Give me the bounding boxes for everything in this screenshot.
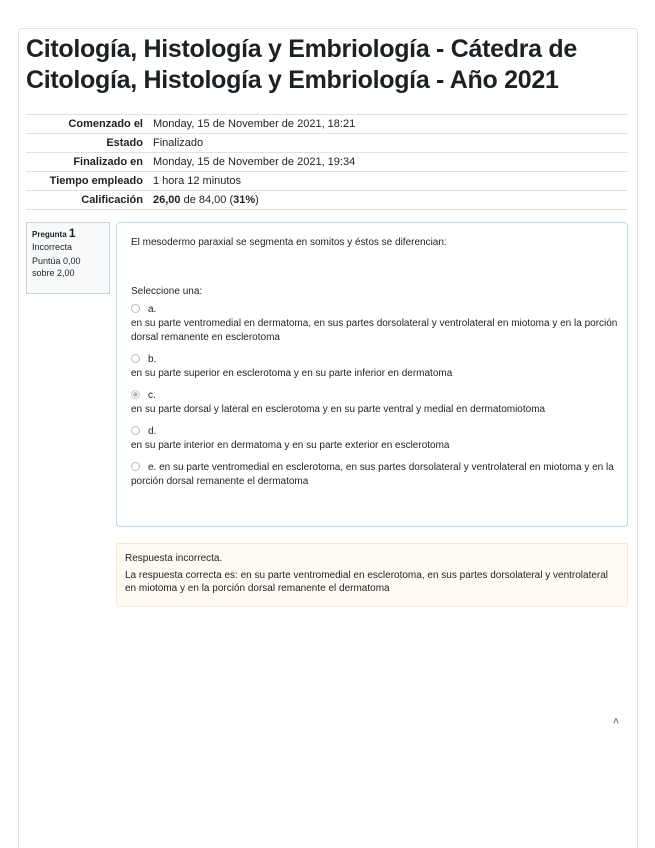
summary-label: Comenzado el <box>68 118 143 130</box>
question-text: El mesodermo paraxial se segmenta en somitos y éstos se diferencian: <box>131 237 447 248</box>
option-letter: b. <box>148 354 157 365</box>
question-number-value: 1 <box>68 226 76 240</box>
option-text: en su parte superior en esclerotoma y en su parte inferior en dermatoma <box>131 368 453 379</box>
option-letter: d. <box>148 426 157 437</box>
summary-value <box>149 191 628 210</box>
answer-option-d[interactable] <box>131 425 621 453</box>
feedback-result: Respuesta incorrecta. <box>125 553 223 564</box>
summary-row-finished <box>26 153 628 172</box>
correct-answer: La respuesta correcta es: en su parte ventromedial en esclerotoma, en sus partes dorsolateral y ventrolateral en miotoma y en la porción dorsal remanente el dermatoma <box>125 570 609 594</box>
summary-label: Calificación <box>81 194 143 206</box>
summary-value: Monday, 15 de November de 2021, 18:21 <box>153 118 356 130</box>
question-formulation <box>116 222 628 527</box>
chevron-up-icon[interactable]: ˄ <box>612 716 620 728</box>
answer-prompt: Seleccione una: <box>131 286 203 297</box>
answer-option-b[interactable] <box>131 353 621 381</box>
radio-button[interactable] <box>131 354 140 363</box>
summary-label: Estado <box>106 137 143 149</box>
option-letter: c. <box>148 390 156 401</box>
option-text: en su parte dorsal y lateral en esclerotoma y en su parte ventral y medial en dermatomiotoma <box>131 404 546 415</box>
question-label: Pregunta <box>32 230 67 239</box>
question-state: Incorrecta <box>32 242 73 252</box>
radio-button[interactable] <box>131 304 140 313</box>
answer-option-a[interactable] <box>131 303 621 345</box>
answer-option-c[interactable] <box>131 389 621 417</box>
summary-label: Finalizado en <box>73 156 143 168</box>
summary-row-grade <box>26 191 628 210</box>
summary-row-time <box>26 172 628 191</box>
question-number <box>32 227 104 241</box>
radio-button-checked[interactable] <box>131 390 140 399</box>
option-letter: a. <box>148 304 157 315</box>
question-mark: Puntúa 0,00 sobre 2,00 <box>32 256 81 278</box>
grade-of: de 84,00 ( <box>180 194 234 206</box>
radio-button[interactable] <box>131 426 140 435</box>
summary-label: Tiempo empleado <box>49 175 143 187</box>
option-text: en su parte interior en dermatoma y en su parte exterior en esclerotoma <box>131 440 450 451</box>
summary-row-state <box>26 134 628 153</box>
summary-row-started <box>26 115 628 134</box>
summary-value: 1 hora 12 minutos <box>153 175 242 187</box>
answer-options <box>131 303 621 497</box>
option-text: e. en su parte ventromedial en esclerotoma, en sus partes dorsolateral y ventrolateral en miotoma y en la porción dorsal remanente el dermatoma <box>131 462 614 487</box>
summary-value: Monday, 15 de November de 2021, 19:34 <box>153 156 356 168</box>
question-info-box <box>26 222 110 294</box>
page-title: Citología, Histología y Embriología - Cátedra de Citología, Histología y Embriología - Año 2021 <box>26 35 577 94</box>
summary-value: Finalizado <box>153 137 204 149</box>
grade-score: 26,00 <box>153 194 181 206</box>
attempt-summary-table <box>26 114 628 210</box>
grade-percent: 31% <box>233 194 256 206</box>
option-text: en su parte ventromedial en dermatoma, en sus partes dorsolateral y ventrolateral en miotoma y en la porción dorsal remanente en esclerotoma <box>131 318 618 343</box>
feedback-box <box>116 543 628 607</box>
radio-button[interactable] <box>131 462 140 471</box>
answer-option-e[interactable] <box>131 461 621 489</box>
grade-close: ) <box>255 194 259 206</box>
